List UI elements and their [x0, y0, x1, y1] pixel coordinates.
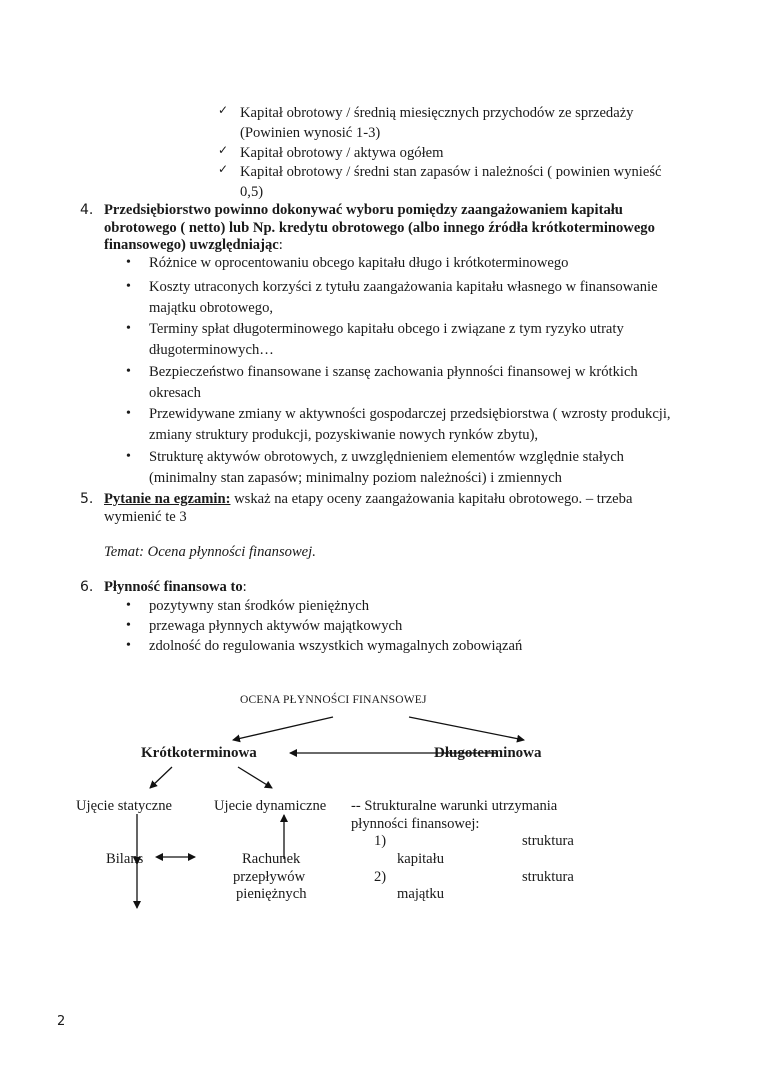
diagram-structural-word: struktura — [522, 833, 574, 849]
list-number: 5. — [80, 491, 94, 507]
bullet-icon: • — [126, 321, 131, 336]
arrow-to-long-term — [409, 717, 524, 740]
diagram-cashflow: pieniężnych — [236, 886, 307, 902]
arrow-to-static — [150, 767, 172, 788]
bullet-icon: • — [126, 638, 131, 653]
item4-heading-line: finansowego) uwzględniając: — [104, 237, 283, 253]
diagram-balance: Bilans — [106, 851, 144, 867]
list-number: 4. — [80, 202, 94, 218]
exam-question-label: Pytanie na egzamin: — [104, 491, 231, 507]
item4-heading-line: obrotowego ( netto) lub Np. kredytu obrotowego (albo innego źródła krótkoterminowego — [104, 220, 655, 236]
diagram-short-term: Krótkoterminowa — [141, 745, 257, 761]
item5-text: Pytanie na egzamin: wskaż na etapy oceny zaangażowania kapitału obrotowego. – trzeba — [104, 491, 633, 507]
bullet-icon: • — [126, 279, 131, 294]
list-number: 6. — [80, 579, 94, 595]
checkmark-icon: ✓ — [218, 143, 229, 157]
diagram-title: OCENA PŁYNNOŚCI FINANSOWEJ — [240, 694, 427, 706]
diagram-dynamic: Ujecie dynamiczne — [214, 798, 327, 814]
diagram-structural-line2: płynności finansowej: — [351, 816, 480, 832]
diagram-structural-line1: -- Strukturalne warunki utrzymania — [351, 798, 558, 814]
diagram-long-term: Długoterminowa — [434, 745, 542, 761]
diagram-structural-cont: majątku — [397, 886, 445, 902]
bullet-icon: • — [126, 449, 131, 464]
diagram-static: Ujęcie statyczne — [76, 798, 173, 814]
diagram-structural-num: 1) — [374, 833, 387, 849]
bullet-icon: • — [126, 618, 131, 633]
arrow-to-short-term — [233, 717, 333, 740]
diagram-structural-cont: kapitału — [397, 851, 445, 867]
diagram-structural-word: struktura — [522, 869, 574, 885]
bullet-icon: • — [126, 364, 131, 379]
item5-text-cont: wymienić te 3 — [104, 509, 187, 525]
diagram-cashflow: Rachunek — [242, 851, 301, 867]
item6-heading: Płynność finansowa to: — [104, 579, 247, 595]
bullet-icon: • — [126, 598, 131, 613]
topic-heading: Temat: Ocena płynności finansowej. — [104, 544, 316, 560]
arrow-to-dynamic — [238, 767, 272, 788]
bullet-icon: • — [126, 406, 131, 421]
bullet-icon: • — [126, 255, 131, 270]
diagram-structural-num: 2) — [374, 869, 387, 885]
item4-heading-line: Przedsiębiorstwo powinno dokonywać wyboru pomiędzy zaangażowaniem kapitału — [104, 202, 623, 218]
checkmark-icon: ✓ — [218, 103, 229, 117]
page-number: 2 — [57, 1014, 66, 1029]
checkmark-icon: ✓ — [218, 162, 229, 176]
diagram-cashflow: przepływów — [233, 869, 306, 885]
